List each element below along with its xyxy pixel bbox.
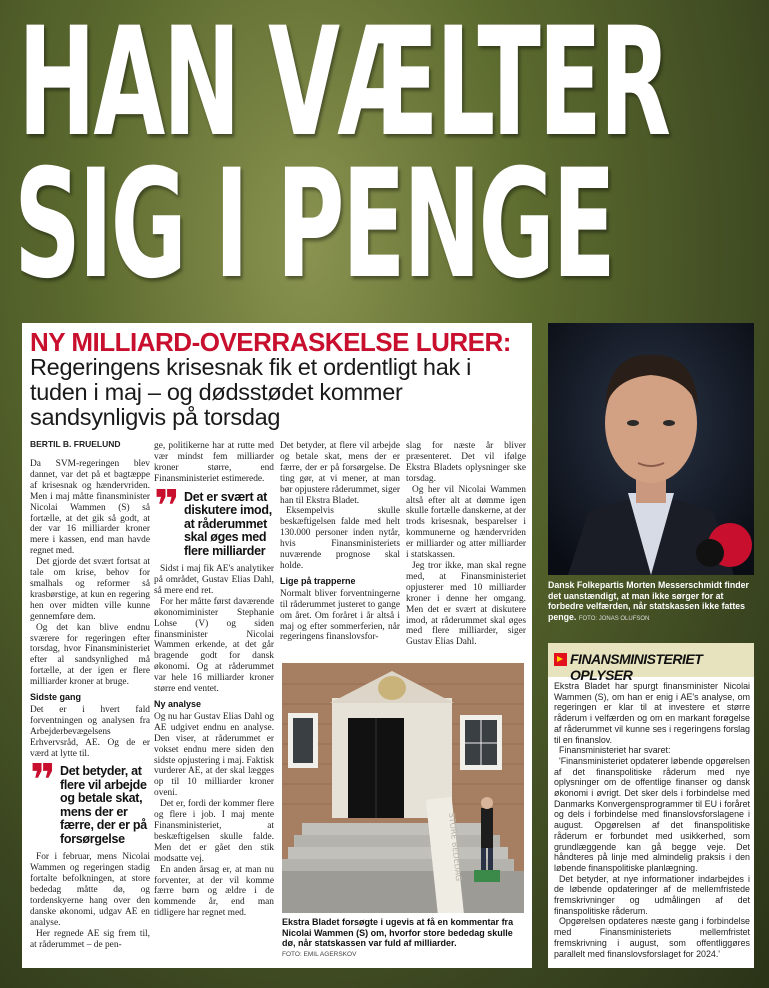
paragraph: Det gjorde det svært fortsat at tale om krise, behov for smalhals og reformer så krasbørstige, at kun en regering hen over midten ville kunne gennemføre dem. — [30, 557, 150, 622]
paragraph: 'Finansministeriet opdaterer løbende opgørelsen af det finanspolitiske råderum med nye oplysninger om de offentlige finanser og dansk økonomi i øvrigt. Det sker dels i forbindelse med Danmarks Konvergensprogrammer til EU i foråret og dels i forbindelse med finanslovsforslagene i august. Opgørelsen af det finanspolitiske råderum er forbundet med usikkerhed, som grundlæggende kan gå begge veje. Det håndteres på linje med almindelig praksis i den løbende finanspolitiske planlægning. — [554, 755, 750, 873]
portrait-photo — [548, 323, 754, 575]
paragraph: For i februar, mens Nicolai Wammen og regeringen stadig fortalte befolkningen, at store bededag måtte dø, og tordenskyerne hang over den danske økonomi, udgav AE en analyse. — [30, 852, 150, 928]
article-panel — [22, 323, 532, 968]
paragraph: Det betyder, at nye informationer indarbejdes i de løbende opdateringer af de mellemfristede fremskrivninger og udmålingen af det finanspolitiske råderum. — [554, 873, 750, 916]
paragraph: Opgørelsen opdateres næste gang i forbindelse med Finansministeriets mellemfristet fremskrivning i august, som offentliggøres parallelt med finanslovsforslaget for 2024.' — [554, 916, 750, 959]
article-subhead: Regeringens krisesnak fik et ordentligt hak i tuden i maj – og dødsstødet kommer sandsynligvis på torsdag — [30, 354, 472, 430]
paragraph: ge, politikerne har at rutte med vær mindst fem milliarder kroner større, end Finansministeriet estimerede. — [154, 441, 274, 484]
factbox-header — [548, 643, 754, 683]
pull-quote — [154, 480, 274, 559]
pull-quote-text: Det betyder, at flere vil arbejde og betale skat, mens der er færre, der er på forsørgelse — [60, 764, 147, 846]
article-column-4 — [406, 441, 526, 648]
portrait-illustration — [548, 323, 754, 575]
paragraph: slag for næste år bliver præsenteret. Det vil ifølge Ekstra Bladets oplysninger ske torsdag. — [406, 441, 526, 484]
article-column-1 — [30, 459, 150, 951]
article-column-2 — [154, 441, 274, 919]
paragraph: Eksempelvis skulle beskæftigelsen falde med helt 130.000 personer inden nytår, hvis Finansministeriets nuværende prognose skal holde. — [280, 506, 400, 571]
building-photo — [282, 663, 524, 913]
paragraph: Jeg tror ikke, man skal regne med, at Finansministeriet opjusterer med 10 milliarder kroner i denne her omgang. Men det er svært at diskutere imod, at råderummet skal øges med flere milliarder, siger Gustav Elias Dahl. — [406, 560, 526, 648]
pull-quote — [30, 755, 150, 846]
quote-mark-icon: ❞ — [154, 480, 174, 532]
paragraph: Ekstra Bladet har spurgt finansminister Nicolai Wammen (S), om han er enig i AE's analyse, om regeringen er klar til at investere et større råderum i velfærden og om en markant forøgelse af råderummet vil kunne ses i regeringens forslag til en finanslov. — [554, 681, 750, 745]
paragraph: Og her vil Nicolai Wammen altså efter alt at dømme igen skulle fortælle danskerne, at der trods krisesnak, besparelser i kommunerne og hændervriden er milliarder og atter milliarder i statskassen. — [406, 484, 527, 561]
paragraph: Finansministeriet har svaret: — [559, 745, 671, 756]
arrow-bullet-icon — [554, 653, 567, 666]
portrait-credit: FOTO: JONAS OLUFSON — [578, 615, 650, 622]
paragraph: Normalt bliver forventningerne til råderummet justeret to gange om året. Om foråret i år altså i maj og efter sommerferien, når regeringens finanslovsfor- — [280, 588, 400, 643]
paragraph: En anden årsag er, at man nu forventer, at der vil komme færre børn og ældre i de kommende år, end man tidligere har regnet med. — [154, 864, 274, 919]
article-kicker: NY MILLIARD-OVERRASKELSE LURER: — [30, 327, 511, 357]
article-byline: BERTIL B. FRUELUND — [30, 439, 121, 449]
headline-line-2: SIG I PENGE — [14, 150, 614, 300]
paragraph: Det er i hvert fald forventningen og analysen fra Arbejderbevægelsens Erhvervsråd, AE. Og de er værd at lytte til. — [30, 704, 150, 759]
paragraph: Og nu har Gustav Elias Dahl og AE udgivet endnu en analyse. Den viser, at råderummet er vokset endnu mere siden den sidste opjustering i maj. Faktisk vurderer AE, at der skal lægges op til 10 milliarder kroner oveni. — [154, 711, 274, 799]
paragraph: Det er, fordi der kommer flere og flere i job. I maj mente Finansministeriet, at beskæftigelsen skulle falde. Men det er gået den stik modsatte vej. — [154, 799, 274, 864]
pull-quote-text: Det er svært at diskutere imod, at råderummet skal øges med flere milliarder — [184, 489, 272, 558]
paragraph: Det betyder, at flere vil arbejde og betale skat, mens der er færre, der er på forsørgelse. De ting gør, at vi mener, at man bør opjustere råderummet, siger han til Ekstra Bladet. — [280, 441, 400, 506]
paragraph: Da SVM-regeringen blev dannet, var det på et bagtæppe af krisesnak og hændervriden. Men i maj måtte finansminister Nicolai Wammen (S) så fortælle, at det gik så godt, at der var 16 milliarder kroner mere i kassen, end man havde regnet med. — [30, 459, 150, 557]
building-illustration — [282, 663, 524, 913]
section-heading: Sidste gang — [30, 692, 82, 703]
factbox-title: FINANSMINISTERIET OPLYSER — [570, 651, 703, 683]
headline-line-1: HAN VÆLTER — [18, 8, 669, 158]
paragraph: Sidst i maj fik AE's analytiker på området, Gustav Elias Dahl, så mere end ret. — [154, 564, 274, 596]
portrait-caption — [548, 580, 754, 624]
article-column-3 — [280, 441, 400, 643]
section-heading: Ny analyse — [154, 699, 202, 709]
paragraph: Her regnede AE sig frem til, at råderummet – de pen- — [30, 928, 150, 950]
quote-mark-icon: ❞ — [30, 755, 50, 807]
paragraph: For her måtte først daværende økonomiminister Stephanie Lohse (V) og siden finansminister Nicolai Wammen erkende, at det går bragende godt for dansk økonomi. Og at råderummet var hele 16 milliarder kroner større end ventet. — [154, 596, 274, 695]
paragraph: Og det kan blive endnu sværere for regeringen efter torsdag, hvor Finansministeriet efter al sandsynlighed må fortælle, at der igen er flere milliarder kroner at bruge. — [30, 622, 150, 688]
photo-caption-text: Ekstra Bladet forsøgte i ugevis at få en kommentar fra Nicolai Wammen (S) om, hvorfor store bededag skulle dø, når statskassen var fuld af milliarder. — [282, 917, 514, 948]
portrait-caption-text: Dansk Folkepartis Morten Messerschmidt finder det uanstændigt, at man ikke sørger for at forbedre velfærden, når statskassen ikke fattes penge. — [548, 580, 749, 622]
sign-text: STORE BEDEDAG — [447, 812, 464, 882]
section-heading: Lige på trapperne — [280, 575, 356, 586]
factbox-body — [554, 681, 750, 959]
factbox — [548, 643, 754, 968]
building-photo-caption — [282, 917, 526, 960]
photo-credit: FOTO: EMIL AGERSKOV — [282, 950, 357, 958]
